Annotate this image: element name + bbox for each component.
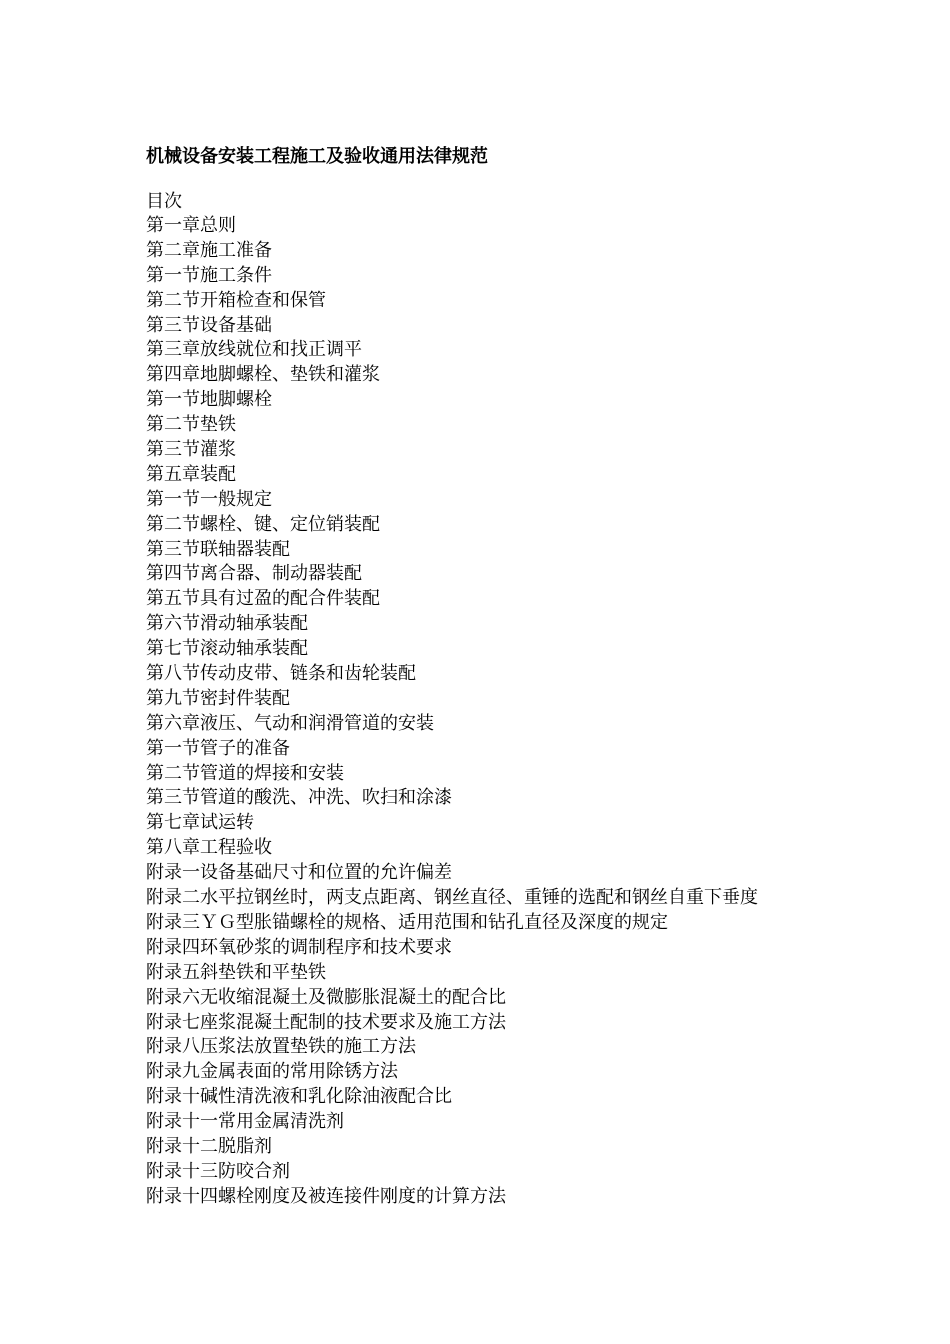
toc-item: 第二节螺栓、键、定位销装配 (146, 513, 380, 535)
toc-item: 附录四环氧砂浆的调制程序和技术要求 (146, 936, 452, 958)
toc-item: 第八章工程验收 (146, 837, 272, 859)
document-title: 机械设备安装工程施工及验收通用法律规范 (146, 146, 488, 167)
toc-heading: 目次 (146, 191, 182, 212)
toc-item: 第四节离合器、制动器装配 (146, 563, 362, 585)
toc-item: 第九节密封件装配 (146, 687, 290, 709)
toc-item: 附录五斜垫铁和平垫铁 (146, 961, 326, 983)
toc-item: 第八节传动皮带、链条和齿轮装配 (146, 663, 416, 685)
toc-item: 附录十一常用金属清洗剂 (146, 1111, 344, 1133)
toc-item: 附录七座浆混凝土配制的技术要求及施工方法 (146, 1011, 506, 1033)
toc-item: 第一节管子的准备 (146, 737, 290, 759)
toc-item: 第五节具有过盈的配合件装配 (146, 588, 380, 610)
toc-item: 第一节地脚螺栓 (146, 389, 272, 411)
toc-item: 第二章施工准备 (146, 239, 272, 261)
toc-item: 第三章放线就位和找正调平 (146, 339, 362, 361)
toc-item: 第三节管道的酸洗、冲洗、吹扫和涂漆 (146, 787, 452, 809)
toc-item: 第一节施工条件 (146, 264, 272, 286)
toc-item: 附录三ＹＧ型胀锚螺栓的规格、适用范围和钻孔直径及深度的规定 (146, 911, 668, 933)
toc-item: 第四章地脚螺栓、垫铁和灌浆 (146, 364, 380, 386)
toc-item: 附录一设备基础尺寸和位置的允许偏差 (146, 862, 452, 884)
table-of-contents (146, 214, 758, 1210)
toc-item: 第三节设备基础 (146, 314, 272, 336)
toc-item: 第七章试运转 (146, 812, 254, 834)
toc-item: 附录十三防咬合剂 (146, 1160, 290, 1182)
toc-item: 第二节垫铁 (146, 414, 236, 436)
toc-item: 附录十碱性清洗液和乳化除油液配合比 (146, 1086, 452, 1108)
toc-item: 第一章总则 (146, 215, 236, 236)
toc-item: 附录六无收缩混凝土及微膨胀混凝土的配合比 (146, 986, 506, 1008)
toc-item: 附录八压浆法放置垫铁的施工方法 (146, 1036, 416, 1058)
toc-item: 第一节一般规定 (146, 488, 272, 510)
toc-item: 第七节滚动轴承装配 (146, 638, 308, 660)
toc-item: 附录十二脱脂剂 (146, 1135, 272, 1157)
toc-item: 附录九金属表面的常用除锈方法 (146, 1061, 398, 1083)
toc-item: 附录二水平拉钢丝时，两支点距离、钢丝直径、重锤的选配和钢丝自重下垂度 (146, 887, 758, 909)
toc-item: 第三节灌浆 (146, 439, 236, 461)
toc-item: 第二节开箱检查和保管 (146, 289, 326, 311)
toc-item: 第六章液压、气动和润滑管道的安装 (146, 712, 434, 734)
toc-item: 第二节管道的焊接和安装 (146, 762, 344, 784)
toc-item: 附录十四螺栓刚度及被连接件刚度的计算方法 (146, 1185, 506, 1207)
toc-item: 第五章装配 (146, 463, 236, 485)
toc-item: 第六节滑动轴承装配 (146, 613, 308, 635)
toc-item: 第三节联轴器装配 (146, 538, 290, 560)
